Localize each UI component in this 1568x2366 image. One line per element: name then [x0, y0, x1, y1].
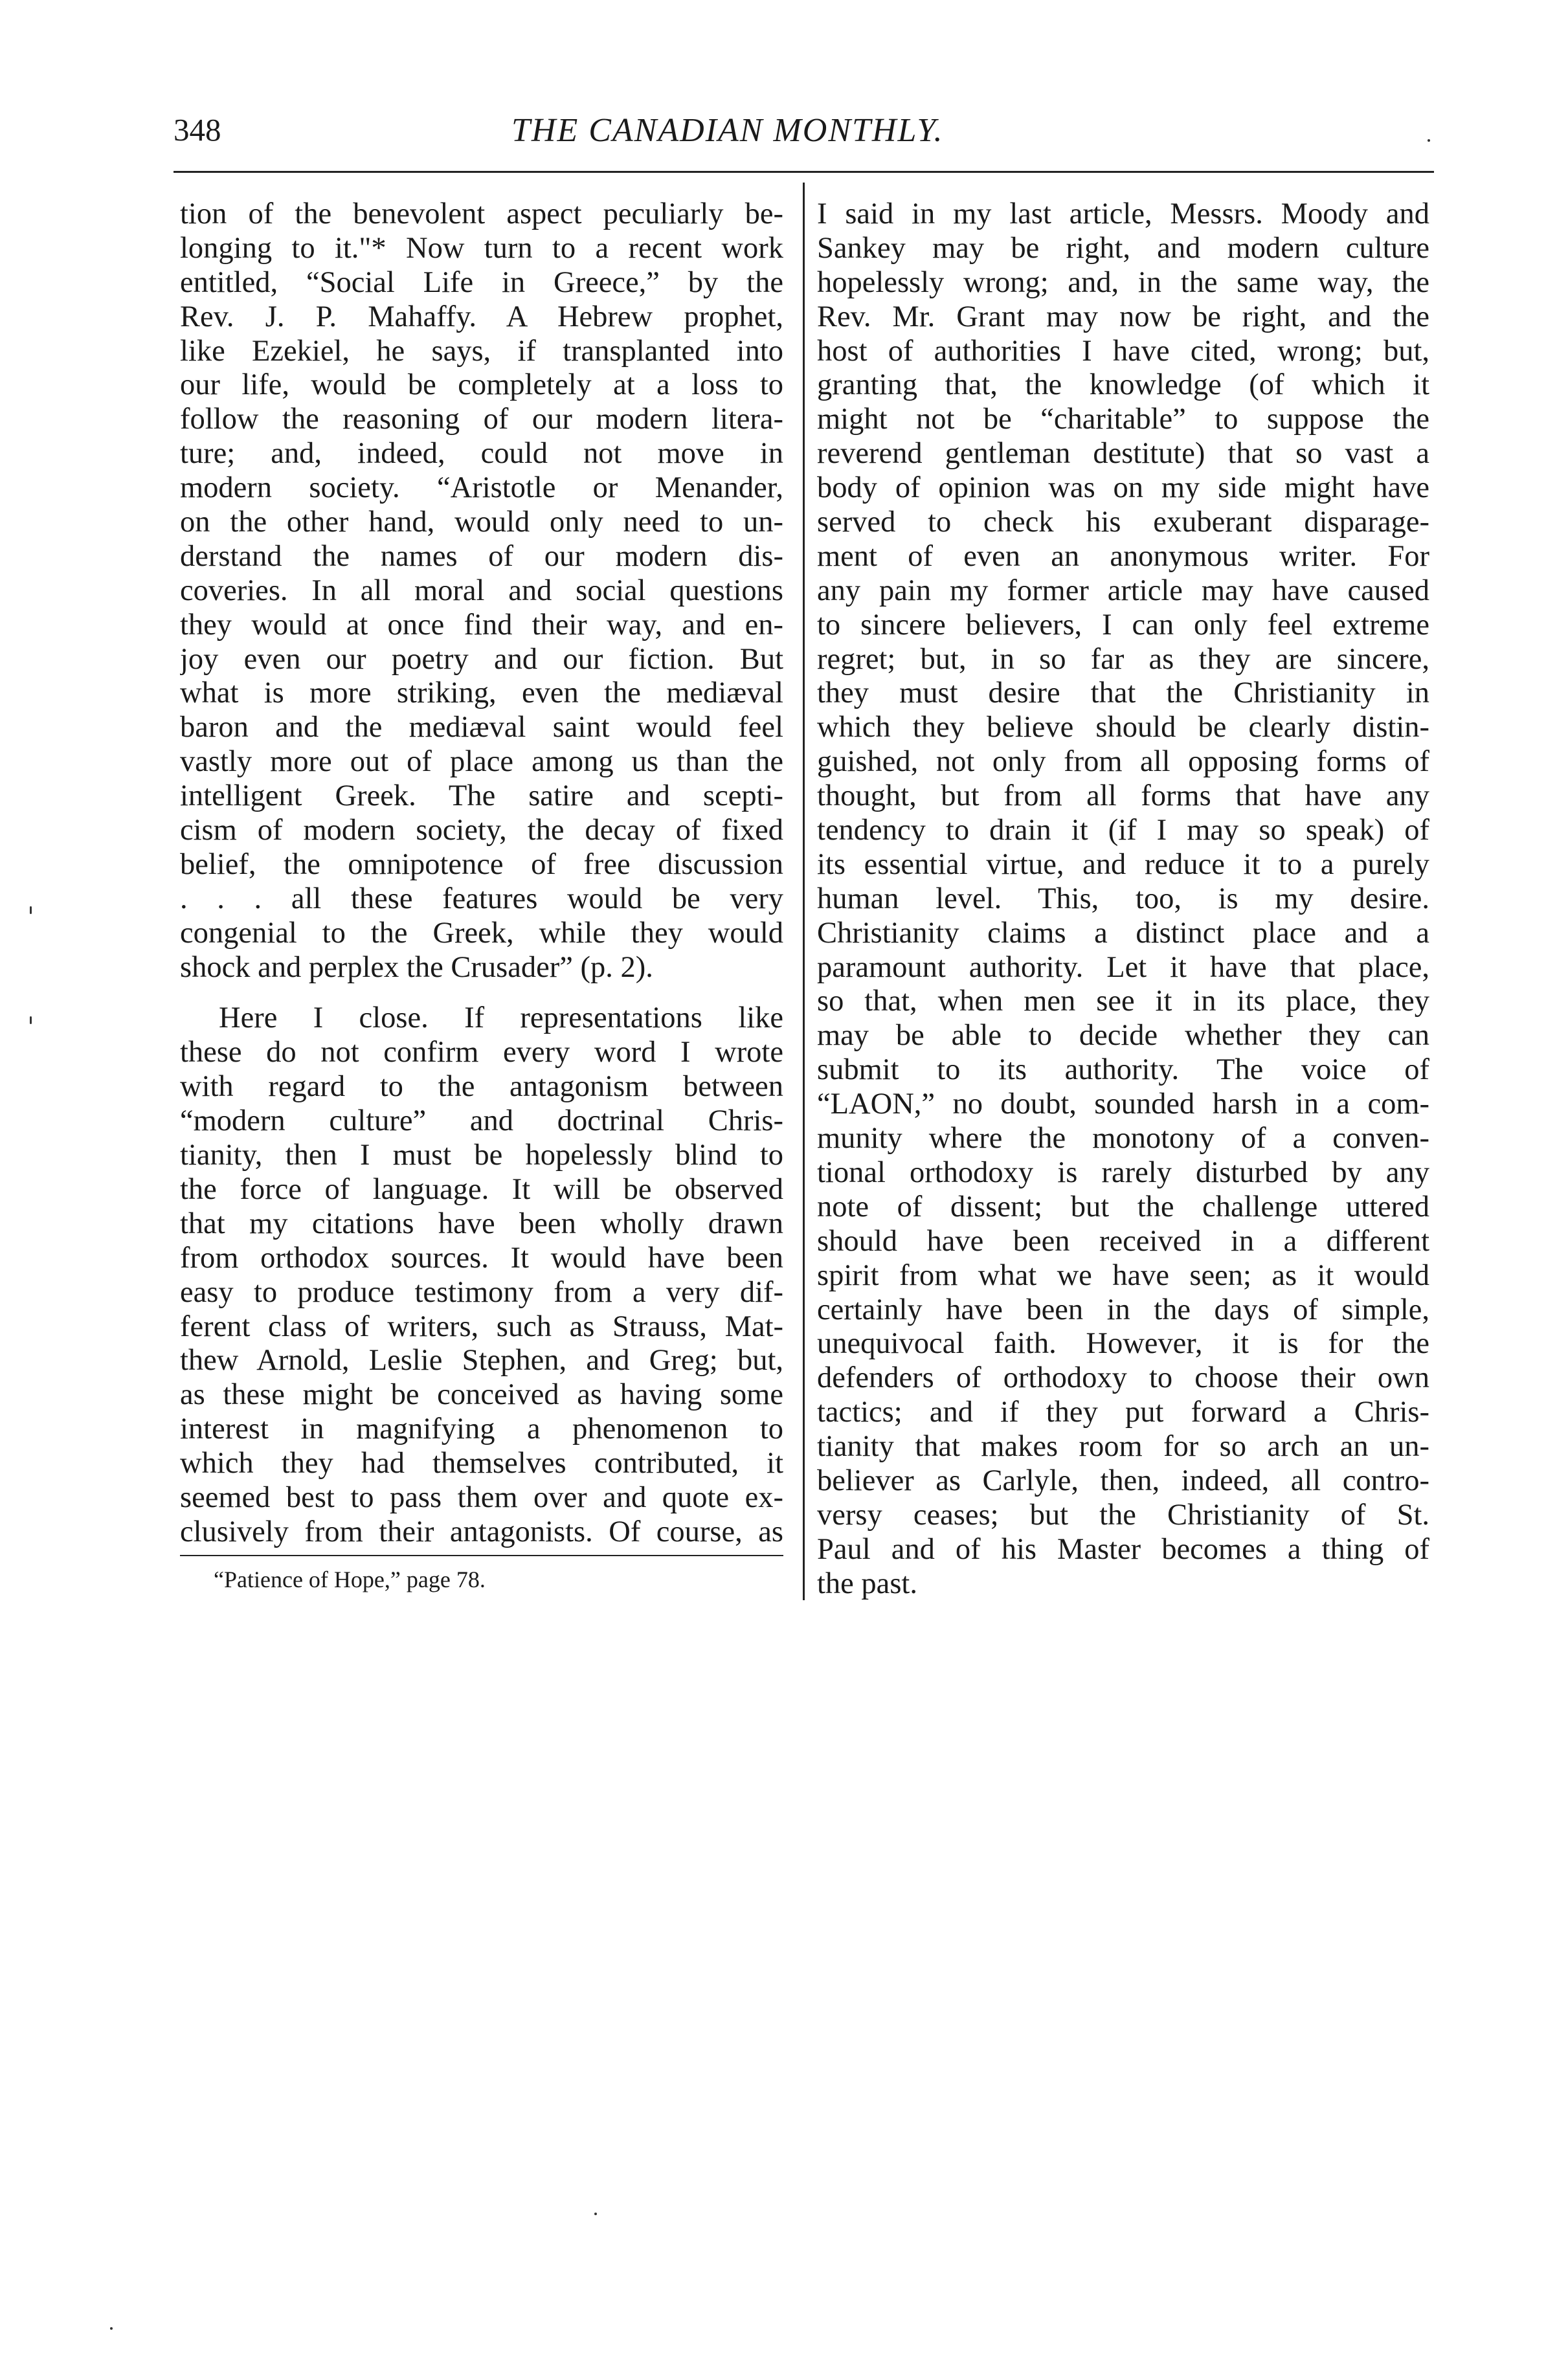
text-line: I said in my last article, Messrs. Moody and	[817, 197, 1429, 230]
text-line: the past.	[817, 1567, 917, 1600]
text-line: tactics; and if they put forward a Chris-	[817, 1396, 1429, 1429]
text-line: guished, not only from all opposing forms of	[817, 745, 1429, 779]
text-line: tional orthodoxy is rarely disturbed by any	[817, 1155, 1429, 1189]
footnote-rule	[180, 1555, 783, 1556]
text-line: thew Arnold, Leslie Stephen, and Greg; but,	[180, 1344, 783, 1378]
text-line: unequivocal faith. However, it is for the	[817, 1327, 1429, 1361]
text-line: coveries. In all moral and social questions	[180, 574, 783, 607]
text-line: submit to its authority. The voice of	[817, 1053, 1429, 1087]
text-line: entitled, “Social Life in Greece,” by the	[180, 265, 783, 299]
text-line: cism of modern society, the decay of fixed	[180, 814, 783, 847]
text-line: Sankey may be right, and modern culture	[817, 231, 1429, 265]
text-line: munity where the monotony of a conven-	[817, 1122, 1429, 1155]
text-line: as these might be conceived as having some	[180, 1378, 783, 1412]
text-line: should have been received in a different	[817, 1224, 1429, 1258]
text-line: human level. This, too, is my desire.	[817, 882, 1429, 915]
text-line: to sincere believers, I can only feel extreme	[817, 608, 1429, 642]
text-line: Here I close. If representations like	[219, 1001, 783, 1035]
text-line: clusively from their antagonists. Of course, as	[180, 1515, 783, 1548]
text-line: they must desire that the Christianity in	[817, 676, 1429, 710]
scan-speck	[110, 2327, 113, 2330]
text-line: any pain my former article may have caused	[817, 574, 1429, 607]
text-line: tendency to drain it (if I may so speak) of	[817, 814, 1429, 847]
text-line: the force of language. It will be observed	[180, 1172, 783, 1206]
text-line: granting that, the knowledge (of which it	[817, 368, 1429, 402]
text-line: what is more striking, even the mediæval	[180, 676, 783, 710]
text-line: spirit from what we have seen; as it would	[817, 1258, 1429, 1292]
text-line: ment of even an anonymous writer. For	[817, 539, 1429, 573]
text-line: Rev. Mr. Grant may now be right, and the	[817, 300, 1429, 333]
text-line: paramount authority. Let it have that place,	[817, 950, 1429, 984]
scan-speck	[1428, 139, 1430, 142]
text-line: shock and perplex the Crusader” (p. 2).	[180, 950, 653, 984]
text-line: modern society. “Aristotle or Menander,	[180, 471, 783, 505]
text-line: hopelessly wrong; and, in the same way, the	[817, 265, 1429, 299]
text-line: might not be “charitable” to suppose the	[817, 403, 1429, 436]
text-line: they would at once find their way, and en-	[180, 608, 783, 642]
text-line: easy to produce testimony from a very dif-	[180, 1275, 783, 1309]
text-line: defenders of orthodoxy to choose their own	[817, 1361, 1429, 1395]
right-column	[817, 197, 1429, 1602]
text-line: follow the reasoning of our modern litera-	[180, 403, 783, 436]
text-line: regret; but, in so far as they are sincere,	[817, 642, 1429, 676]
text-line: belief, the omnipotence of free discussion	[180, 847, 783, 881]
text-line: congenial to the Greek, while they would	[180, 916, 783, 950]
text-line: “modern culture” and doctrinal Chris-	[180, 1104, 783, 1138]
text-line: on the other hand, would only need to un-	[180, 506, 783, 539]
scan-speck	[30, 906, 32, 914]
text-line: reverend gentleman destitute) that so vast a	[817, 437, 1429, 471]
column-divider	[803, 183, 805, 1600]
text-line: derstand the names of our modern dis-	[180, 539, 783, 573]
text-line: like Ezekiel, he says, if transplanted into	[180, 334, 783, 368]
text-line: from orthodox sources. It would have been	[180, 1241, 783, 1275]
text-line: intelligent Greek. The satire and scepti-	[180, 779, 783, 813]
text-line: our life, would be completely at a loss to	[180, 368, 783, 402]
text-line: interest in magnifying a phenomenon to	[180, 1412, 783, 1446]
text-line: ferent class of writers, such as Strauss, Mat-	[180, 1310, 783, 1343]
text-line: note of dissent; but the challenge uttered	[817, 1190, 1429, 1223]
text-line: Paul and of his Master becomes a thing of	[817, 1532, 1429, 1566]
text-line: versy ceases; but the Christianity of St.	[817, 1498, 1429, 1532]
text-line: body of opinion was on my side might have	[817, 471, 1429, 505]
text-line: baron and the mediæval saint would feel	[180, 711, 783, 744]
text-line: these do not confirm every word I wrote	[180, 1036, 783, 1069]
text-line: its essential virtue, and reduce it to a purely	[817, 847, 1429, 881]
text-line: Christianity claims a distinct place and a	[817, 916, 1429, 950]
scan-speck	[594, 2213, 597, 2215]
text-line: ture; and, indeed, could not move in	[180, 437, 783, 471]
text-line: joy even our poetry and our fiction. But	[180, 642, 783, 676]
text-line: believer as Carlyle, then, indeed, all contro-	[817, 1464, 1429, 1497]
header-rule	[174, 171, 1434, 173]
text-line: Rev. J. P. Mahaffy. A Hebrew prophet,	[180, 300, 783, 333]
text-line: longing to it."* Now turn to a recent work	[180, 231, 783, 265]
text-line: vastly more out of place among us than the	[180, 745, 783, 779]
text-line: which they believe should be clearly distin-	[817, 711, 1429, 744]
text-line: which they had themselves contributed, it	[180, 1447, 783, 1480]
text-line: with regard to the antagonism between	[180, 1070, 783, 1104]
text-line: may be able to decide whether they can	[817, 1019, 1429, 1053]
text-line: served to check his exuberant disparage-	[817, 506, 1429, 539]
scan-speck	[30, 1016, 32, 1024]
text-line: . . . all these features would be very	[180, 882, 783, 915]
page-number: 348	[174, 112, 221, 148]
footnote: “Patience of Hope,” page 78.	[214, 1567, 486, 1592]
text-line: so that, when men see it in its place, they	[817, 985, 1429, 1018]
text-line: certainly have been in the days of simple,	[817, 1293, 1429, 1326]
text-line: tion of the benevolent aspect peculiarly be-	[180, 197, 783, 230]
text-line: host of authorities I have cited, wrong; but,	[817, 334, 1429, 368]
text-line: that my citations have been wholly drawn	[180, 1207, 783, 1240]
left-column	[180, 197, 783, 1550]
text-line: seemed best to pass them over and quote ex-	[180, 1480, 783, 1514]
text-line: thought, but from all forms that have any	[817, 779, 1429, 813]
paragraph-gap	[180, 985, 783, 1001]
text-line: tianity that makes room for so arch an un-	[817, 1430, 1429, 1464]
text-line: tianity, then I must be hopelessly blind to	[180, 1139, 783, 1172]
running-title: THE CANADIAN MONTHLY.	[511, 112, 944, 149]
text-line: “LAON,” no doubt, sounded harsh in a com-	[817, 1088, 1429, 1121]
